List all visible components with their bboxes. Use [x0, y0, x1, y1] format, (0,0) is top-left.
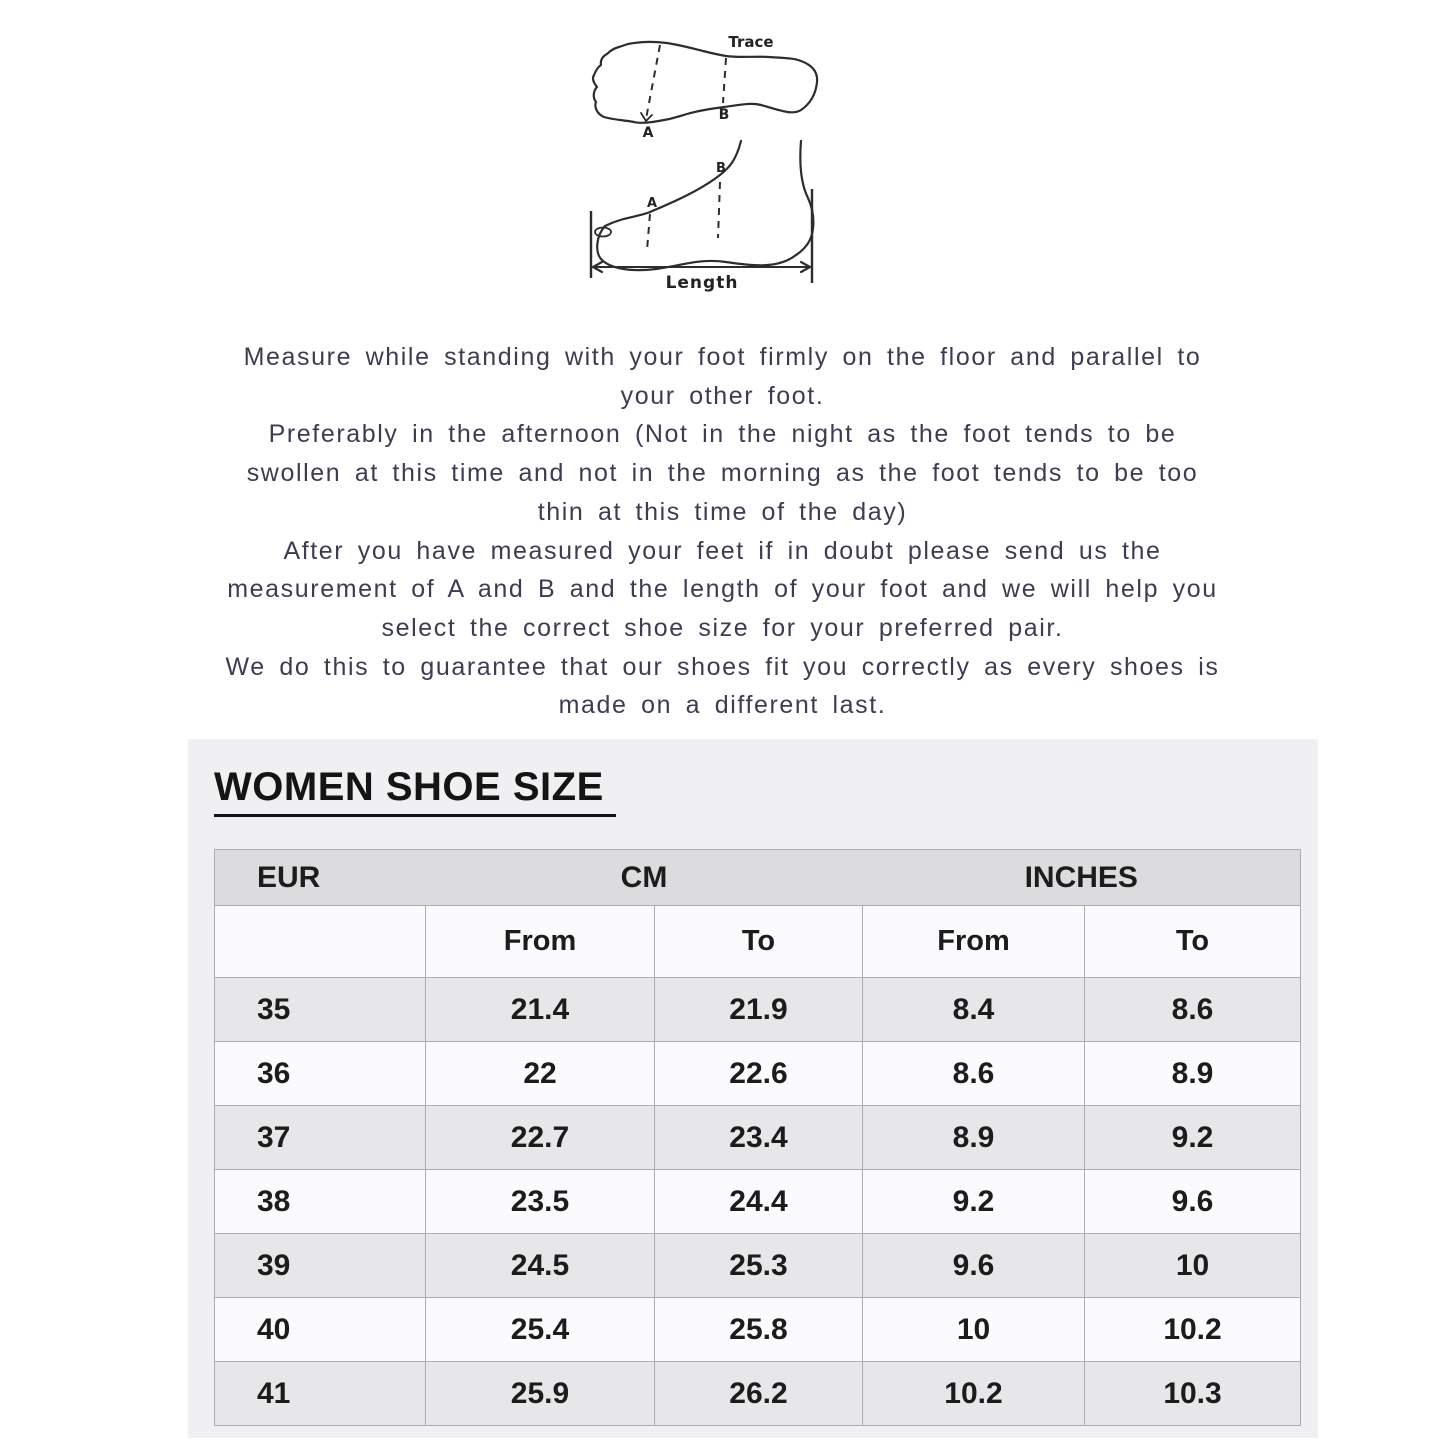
measurement-cell: 8.9 [863, 1106, 1085, 1170]
table-row [215, 1362, 1301, 1426]
size-chart-title: WOMEN SHOE SIZE [214, 765, 616, 817]
instruction-line: made on a different last. [558, 691, 887, 720]
width-a-label: A [642, 125, 653, 141]
foot-measurement-diagram [0, 0, 1445, 306]
women-shoe-size-table [214, 849, 1301, 1426]
eur-size-cell: 39 [215, 1234, 426, 1298]
measurement-cell: 22.7 [426, 1106, 655, 1170]
instruction-line: thin at this time of the day) [537, 497, 908, 526]
instruction-line: After you have measured your feet if in doubt please send us the [283, 536, 1162, 565]
range-header-cell: To [655, 906, 863, 978]
measurement-cell: 8.9 [1085, 1042, 1301, 1106]
unit-header-row [215, 850, 1301, 906]
measurement-cell: 8.4 [863, 978, 1085, 1042]
measurement-cell: 10 [863, 1298, 1085, 1362]
instruction-line: swollen at this time and not in the morning as the foot tends to be too [246, 459, 1199, 488]
measurement-cell: 10.3 [1085, 1362, 1301, 1426]
measurement-cell: 8.6 [1085, 978, 1301, 1042]
measurement-cell: 26.2 [655, 1362, 863, 1426]
eur-size-cell: 37 [215, 1106, 426, 1170]
range-header-cell: From [863, 906, 1085, 978]
range-header-cell: From [426, 906, 655, 978]
table-row [215, 1106, 1301, 1170]
range-header-row [215, 906, 1301, 978]
size-chart-panel [188, 739, 1318, 1438]
eur-size-cell: 36 [215, 1042, 426, 1106]
instruction-line: We do this to guarantee that our shoes fit you correctly as every shoes is [225, 652, 1220, 681]
table-row [215, 1234, 1301, 1298]
measurement-cell: 25.8 [655, 1298, 863, 1362]
side-a-dashed-line [647, 214, 650, 250]
measurement-cell: 10.2 [863, 1362, 1085, 1426]
unit-header-cell: INCHES [863, 850, 1301, 906]
table-row [215, 1042, 1301, 1106]
side-b-label: B [715, 161, 726, 176]
measurement-cell: 25.3 [655, 1234, 863, 1298]
measurement-cell: 24.5 [426, 1234, 655, 1298]
length-label: Length [665, 273, 738, 293]
foot-side-view-sole [597, 226, 796, 270]
measurement-cell: 24.4 [655, 1170, 863, 1234]
measurement-cell: 9.6 [1085, 1170, 1301, 1234]
measurement-cell: 23.4 [655, 1106, 863, 1170]
trace-label: Trace [727, 33, 774, 51]
foot-diagram-svg [568, 26, 878, 306]
instruction-line: select the correct shoe size for your preferred pair. [381, 613, 1064, 642]
side-b-dashed-line [718, 182, 720, 238]
width-b-label: B [718, 107, 729, 123]
width-b-dashed-line [723, 58, 726, 103]
range-header-cell [215, 906, 426, 978]
unit-header-cell: CM [426, 850, 863, 906]
measurement-cell: 9.6 [863, 1234, 1085, 1298]
foot-side-view-leg-back [796, 141, 813, 255]
measurement-cell: 25.4 [426, 1298, 655, 1362]
measurement-cell: 9.2 [863, 1170, 1085, 1234]
foot-top-view-outline [593, 42, 817, 123]
measurement-cell: 22 [426, 1042, 655, 1106]
measurement-cell: 21.9 [655, 978, 863, 1042]
instruction-line: Measure while standing with your foot firmly on the floor and parallel to [243, 343, 1202, 371]
measurement-cell: 8.6 [863, 1042, 1085, 1106]
eur-size-cell: 35 [215, 978, 426, 1042]
table-row [215, 1170, 1301, 1234]
measurement-cell: 9.2 [1085, 1106, 1301, 1170]
eur-size-cell: 40 [215, 1298, 426, 1362]
measurement-instructions [0, 338, 1445, 725]
side-a-label: A [646, 196, 657, 211]
instruction-line: your other foot. [620, 381, 825, 410]
measurement-cell: 25.9 [426, 1362, 655, 1426]
table-row [215, 978, 1301, 1042]
measurement-cell: 23.5 [426, 1170, 655, 1234]
measurement-cell: 10 [1085, 1234, 1301, 1298]
measurement-cell: 10.2 [1085, 1298, 1301, 1362]
instruction-line: measurement of A and B and the length of your foot and we will help you [227, 575, 1218, 604]
unit-header-cell: EUR [215, 850, 426, 906]
eur-size-cell: 41 [215, 1362, 426, 1426]
width-a-dashed-line [646, 45, 660, 119]
table-row [215, 1298, 1301, 1362]
instruction-line: Preferably in the afternoon (Not in the night as the foot tends to be [268, 420, 1177, 449]
eur-size-cell: 38 [215, 1170, 426, 1234]
range-header-cell: To [1085, 906, 1301, 978]
measurement-cell: 21.4 [426, 978, 655, 1042]
measurement-cell: 22.6 [655, 1042, 863, 1106]
